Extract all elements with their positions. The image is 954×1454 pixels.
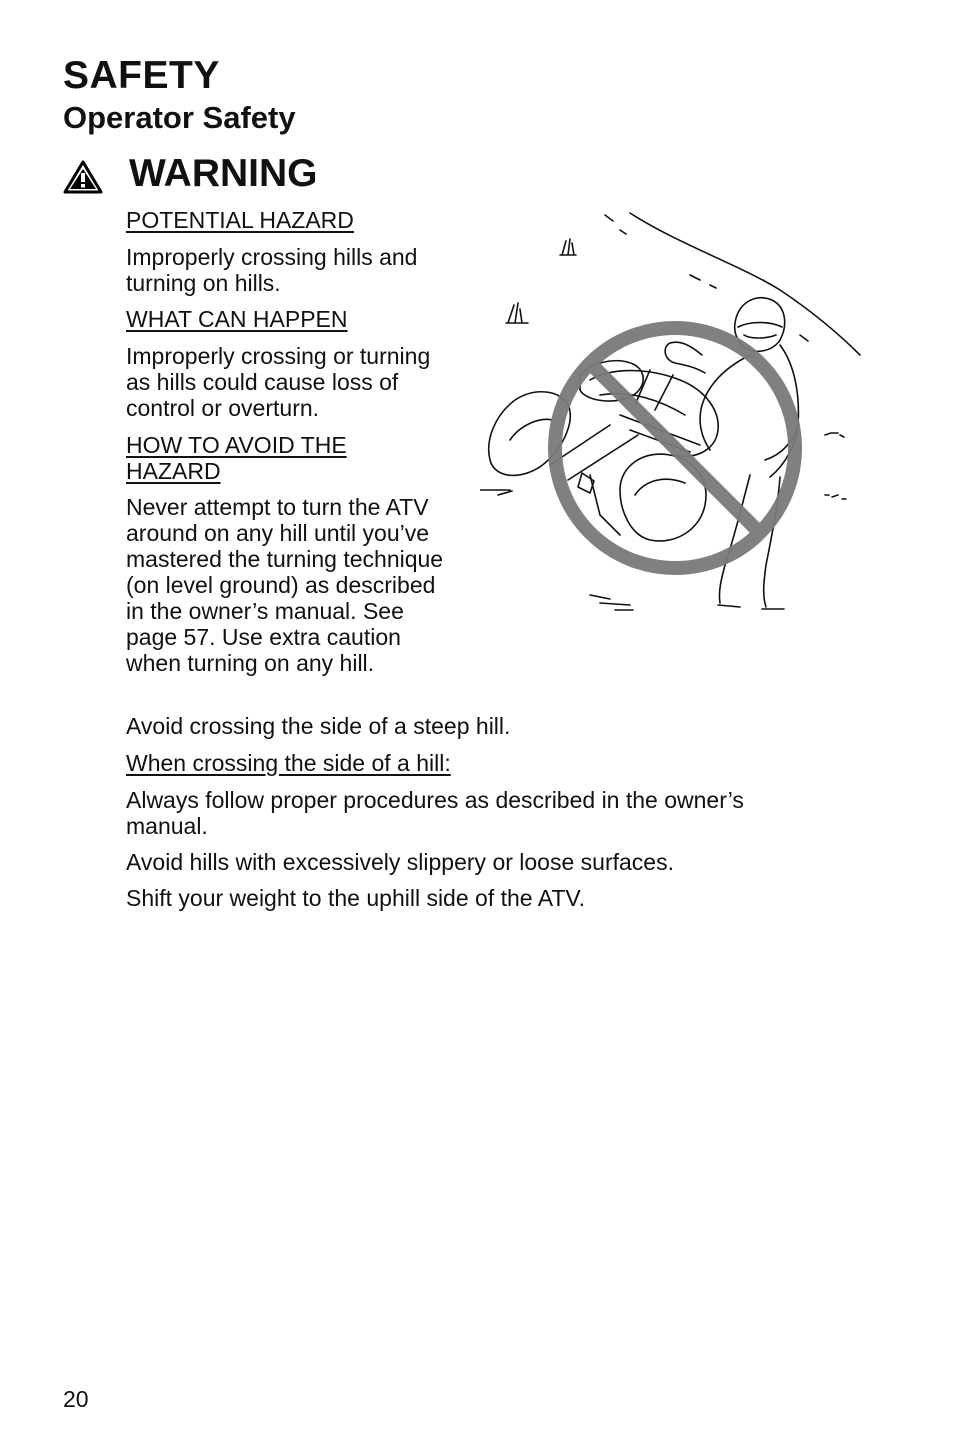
- what-can-happen-text: Improperly crossing or turning as hills could cause loss of control or overturn.: [126, 343, 431, 421]
- crossing-heading: When crossing the side of a hill:: [126, 750, 451, 776]
- page-number: 20: [63, 1386, 89, 1412]
- how-to-avoid-text: Never attempt to turn the ATV around on any hill until you’ve mastered the turning technique (on level ground) as described in the owner’s manual. See page 57. Use extra caution when turning on any hill.: [126, 494, 444, 676]
- warning-title: WARNING: [129, 152, 318, 195]
- potential-hazard-text: Improperly crossing hills and turning on hills.: [126, 244, 418, 296]
- prohibited-atv-hill-crossing-illustration: [480, 205, 865, 620]
- warning-header: [63, 150, 463, 202]
- how-to-avoid-heading: HOW TO AVOID THE HAZARD: [126, 432, 347, 484]
- potential-hazard-heading: POTENTIAL HAZARD: [126, 207, 354, 233]
- crossing-item: Shift your weight to the uphill side of the ATV.: [126, 885, 586, 911]
- crossing-item: Avoid hills with excessively slippery or loose surfaces.: [126, 849, 674, 875]
- page-subtitle: Operator Safety: [63, 100, 296, 135]
- crossing-item: Always follow proper procedures as described in the owner’s manual.: [126, 787, 744, 839]
- avoid-steep-text: Avoid crossing the side of a steep hill.: [126, 713, 511, 739]
- page-title: SAFETY: [63, 54, 220, 97]
- warning-triangle-icon: [63, 160, 103, 194]
- what-can-happen-heading: WHAT CAN HAPPEN: [126, 306, 348, 332]
